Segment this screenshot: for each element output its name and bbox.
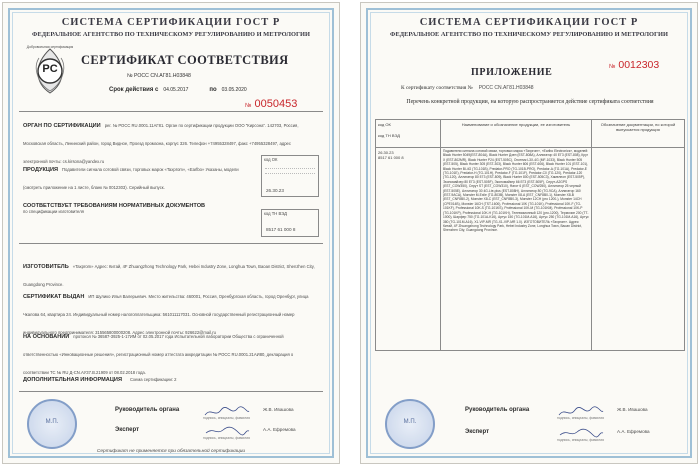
certification-body-label: ОРГАН ПО СЕРТИФИКАЦИИ — [23, 123, 101, 129]
product-table — [375, 119, 685, 351]
head-of-body-label: Руководитель органа — [115, 407, 180, 413]
tnved-code-label: код ТН ВЭД — [264, 211, 287, 216]
header-product-name: Наименование и обозначение продукции, ее изготовитель — [441, 120, 592, 148]
row-codes — [376, 148, 441, 351]
okp-code-label: код ОК — [264, 157, 278, 162]
seal-stamp — [27, 399, 77, 449]
appendix-sheet — [360, 2, 698, 464]
appendix-serial-number: 0012303 — [618, 59, 660, 71]
head-sign-caption: подпись, инициалы, фамилия — [203, 416, 250, 420]
appendix-serial: № 0012303 — [609, 59, 660, 71]
head-sign-caption: подпись, инициалы, фамилия — [557, 416, 604, 420]
manufacturer-text: «Taxprom» Адрес: Китай, 4F Zhuangzhong Technology Park, Hebei Industry Zone, Longhua Town, Baoan District, Shenzhen City, Guangdong Province. — [23, 264, 315, 287]
issued-to-text: ИП Шулико Илья Валерьевич. Место жительства: 460001, Россия, Оренбургская область, город Оренбург, улица Чкалова 64, квартира 24. Индивидуальный номер налогоплательщика: 561011117031. Основной государственный регистрационный номер индивидуального предпринимателя: 315565800000208. Адрес электронной почты: 926622@mail.ru — [23, 294, 309, 335]
validity-label: Срок действия с — [109, 87, 159, 93]
gost-logo — [27, 43, 73, 99]
validity-date-to: 03.05.2020 — [221, 87, 247, 93]
seal-stamp-label: М.П. — [45, 419, 59, 425]
okp-code-value: 26.30.23 — [266, 188, 284, 194]
expert-label: Эксперт — [115, 427, 140, 433]
expert-sign-caption: подпись, инициалы, фамилия — [557, 438, 604, 442]
appendix-title: ПРИЛОЖЕНИЕ — [471, 67, 553, 78]
head-name: Ж.В. Ивашова — [263, 407, 294, 412]
agency-header: ФЕДЕРАЛЬНОЕ АГЕНТСТВО ПО ТЕХНИЧЕСКОМУ РЕГУЛИРОВАНИЮ И МЕТРОЛОГИИ — [32, 31, 310, 38]
validity-line — [109, 87, 247, 93]
seal-stamp-label: М.П. — [403, 419, 417, 425]
certification-body-text: рег. № РОСС RU.0001.11АГ81. Орган по сертификации продукции ООО "Кирсона". 142703, Россия, Московская область, Ленинский район, город Видное, Проезд промзона, корпус 326. Телефон +74955328497, факс +74955328497, адрес электронной почты: cs.kirsona@yandex.ru — [23, 123, 299, 164]
tnved-code-value: 8517 61 000 8 — [266, 227, 296, 233]
certificate-serial-number: 0050453 — [254, 98, 298, 110]
row-tnved-code: 8517 61 000 8 — [378, 155, 404, 160]
header-documentation: Обозначение документации, по которой выпускается продукция — [592, 120, 685, 148]
certificate-reference — [401, 85, 534, 92]
expert-name: А.А. Ефремова — [263, 427, 296, 432]
additional-info-section — [23, 377, 315, 383]
additional-info-text: Схема сертификации: 2 — [129, 377, 177, 382]
certificate-reference-number: РОСС CN.АГ81.Н03848 — [478, 85, 534, 91]
seal-stamp — [385, 399, 435, 449]
expert-label: Эксперт — [465, 429, 490, 435]
basis-text: протокол № 36587-3925-1-17ИМ от 02.05.2017 года Испытательной лаборатории Общества с ограниченной ответственностью «Инновационные решения», регистрационный номер аттестата аккредитации № РОСС RU.0001.21АИ80, декларация о соответствии ТС № RU Д-CN.АУ37.В.21909 от 08.02.2018 года. — [23, 334, 294, 375]
expert-signature — [557, 426, 605, 438]
tnved-code-box — [261, 209, 319, 237]
row-okp-code: 26.30.23 — [378, 150, 394, 155]
standards-label: СООТВЕТСТВУЕТ ТРЕБОВАНИЯМ НОРМАТИВНЫХ ДОКУМЕНТОВ — [23, 203, 206, 209]
header-tnved-code: код ТН ВЭД — [378, 133, 400, 138]
product-section — [23, 158, 248, 194]
manufacturer-label: ИЗГОТОВИТЕЛЬ — [23, 264, 69, 270]
row-documentation — [592, 148, 685, 351]
certificate-sheet — [2, 2, 340, 464]
logo-letters: PC — [42, 63, 58, 75]
logo-caption: Добровольная сертификация — [26, 45, 74, 49]
standards-text: по спецификации изготовителя — [23, 209, 84, 214]
footer-note: Сертификат не применяется при обязательной сертификации — [96, 449, 246, 454]
table-row — [376, 148, 685, 351]
table-header-row — [376, 120, 685, 148]
okp-code-box — [261, 155, 319, 197]
system-header: СИСТЕМА СЕРТИФИКАЦИИ ГОСТ Р — [61, 17, 281, 28]
head-name: Ж.В. Ивашова — [617, 407, 648, 412]
standards-section — [23, 203, 253, 215]
product-text: Подавители сигнала сотовой связи, торговых марок «Taxprom», «Earlbo» Указаны, модели (смотреть приложение на 1 листе, бланк № 0012303). Серийный выпуск. — [23, 167, 239, 190]
row-product-description: Подавители сигнала сотовой связи, торговых марок «Taxprom», «Earlbo Electronics», моделей: Black Hunter 5049(EST-804A), Black Hunter Дзен (EST-808A), Аллигатор 40 ЕГ3 (EST-808), Круг X (EST-802MR), Black Hunter P24 (EST-505C), Охотник L3X-4G (MF-1033), Black Hunter 505 (EST-505), Black Hunter 305 (EST-303), Black Hunter 606 (EST-606), Black Hunter 101 (EST-101), Black Hunter Bl-4G (TG-101B), Predator-PRO (TG-101B-PRO), Predator-A (TG-101A), Predator-Е (TG-101E), Predator-H (TG-101H), Predator-F (TG-101F), Predator-С0 (TG-120), Predator-120 (TG-120), Аллигатор 80 ЕГ3 (EST-809), Black Hunter 800 (EST-505C3), Хамелеон (EST-505P), Экономайзер 80 ЕГ3 (EST-505F), Экономайзер 66 ЕГ3 (EST-505F), Спрут-А2GPS (EST_COW350), Спрут ST (EST_COW310), Фагот 6 (EST_COW250), Аллигатор 25 черный (EST-505Е), Аллигатор 30 4G-Lte-plus (EST-808H), Аллигатор 80 (TG-9CA), Аллигатор 160 (EST-9ACA), Monster M-Exile (TG-803B), Monster X8-A (EST_CNF8B0-1), Monster X8-B (EST_CNF8B0-2), Monster X8-C (EST_CNF8B0-3), Monster 12CH (pro 1200-), Monster 14CH (CPE014B), Monster 16CH (TST-1600), Professional 10K (TG-101K), Professional 10K-F (TG-101KF), Professional 10K-S (TG-101KS), Professional 10K-M (TG-101KM), Professional 10K-P (TG-101KP), Professional 10K-H (TG-101KH), Телевизионный 120 (pro-1200), Термочип 200 (TT-1000), Шарфер 750 (TG-101A-K16), Артус 150 (TG-101M-A16), Артус 250 (TG-101M-A16), Артус 380 (TG-101M-A16), X1-VIP-MR (TG-X1-VIP-MR 1.0). ИЗГОТОВИТЕЛЬ «Taxprom». Адрес: Китай, 4F Zhuangzhong Technology Park, Hebei Industry Zone, Longhua Town, Baoan District, Shenzhen City, Guangdong Province. — [441, 148, 592, 351]
validity-to-label: по — [209, 87, 217, 93]
expert-name: А.А. Ефремова — [617, 429, 650, 434]
system-header: СИСТЕМА СЕРТИФИКАЦИИ ГОСТ Р — [419, 17, 639, 28]
product-list-title: Перечень конкретной продукции, на которую распространяется действие сертификата соответствия — [406, 99, 654, 105]
basis-section — [23, 325, 315, 379]
agency-header: ФЕДЕРАЛЬНОЕ АГЕНТСТВО ПО ТЕХНИЧЕСКОМУ РЕГУЛИРОВАНИЮ И МЕТРОЛОГИИ — [390, 31, 668, 38]
registration-number: № РОСС CN.АГ81.Н03848 — [127, 73, 191, 79]
header-codes — [376, 120, 441, 148]
basis-label: НА ОСНОВАНИИ — [23, 334, 70, 340]
additional-info-label: ДОПОЛНИТЕЛЬНАЯ ИНФОРМАЦИЯ — [23, 377, 122, 383]
validity-date-from: 04.05.2017 — [163, 87, 189, 93]
certificate-reference-label: К сертификату соответствия № — [401, 85, 473, 91]
head-of-body-label: Руководитель органа — [465, 407, 530, 413]
header-okp-code: код ОК — [378, 122, 391, 127]
certificate-title: СЕРТИФИКАТ СООТВЕТСТВИЯ — [81, 53, 289, 67]
product-label: ПРОДУКЦИЯ — [23, 167, 59, 173]
certificate-serial: № 0050453 — [245, 98, 298, 110]
issued-to-label: СЕРТИФИКАТ ВЫДАН — [23, 294, 85, 300]
expert-sign-caption: подпись, инициалы, фамилия — [203, 436, 250, 440]
expert-signature — [203, 424, 251, 436]
